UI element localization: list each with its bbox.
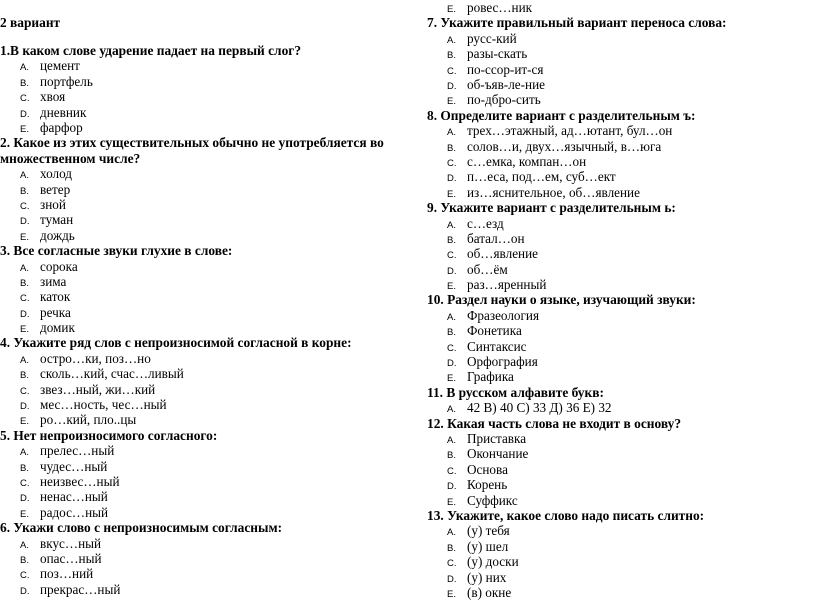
- answer-list: [427, 31, 816, 108]
- question-title: 12. Какая часть слова не входит в основу?: [427, 415, 682, 431]
- answer-text: мес…ность, чес…ный: [40, 397, 167, 413]
- answer-text: домик: [40, 320, 75, 336]
- answer-letter: B.: [20, 370, 29, 382]
- answer-letter: E.: [447, 96, 456, 108]
- answer-option: [0, 551, 400, 566]
- answer-option: [0, 274, 400, 289]
- answer-letter: E.: [447, 496, 456, 508]
- answer-option: [0, 74, 400, 89]
- answer-letter: E.: [447, 588, 456, 600]
- answer-text: (у) тебя: [467, 523, 510, 539]
- answer-option: [0, 443, 400, 458]
- answer-letter: C.: [447, 157, 457, 169]
- answer-letter: E.: [447, 373, 456, 385]
- answer-letter: B.: [447, 450, 456, 462]
- answer-letter: A.: [447, 219, 456, 231]
- right-question-list: [427, 0, 816, 600]
- answer-text: из…яснительное, об…явление: [467, 184, 640, 200]
- answer-option: [427, 262, 816, 277]
- answer-text: Фразеология: [467, 307, 540, 323]
- question-block: [0, 520, 400, 597]
- answer-text: Синтаксис: [467, 338, 527, 354]
- answer-letter: C.: [20, 570, 30, 582]
- answer-option: [0, 397, 400, 412]
- answer-letter: A.: [447, 527, 456, 539]
- answer-option: [427, 185, 816, 200]
- answer-option: [427, 369, 816, 384]
- answer-option: [427, 308, 816, 323]
- answer-option: [0, 166, 400, 181]
- question-title: 3. Все согласные звуки глухие в слове:: [0, 243, 233, 259]
- question-title: 10. Раздел науки о языке, изучающий звуки:: [427, 292, 696, 308]
- answer-letter: C.: [447, 250, 457, 262]
- answer-text: Корень: [467, 477, 508, 493]
- answer-letter: A.: [447, 435, 456, 447]
- question-block: [0, 243, 400, 335]
- answer-text: дождь: [40, 227, 75, 243]
- answer-text: остро…ки, поз…но: [40, 350, 151, 366]
- answer-option: [427, 523, 816, 538]
- question-block: [427, 508, 816, 600]
- answer-option: [427, 123, 816, 138]
- answer-letter: C.: [20, 478, 30, 490]
- answer-option: [0, 459, 400, 474]
- answer-text: с…емка, компан…он: [467, 153, 587, 169]
- answer-option: [0, 566, 400, 581]
- question-block: [0, 428, 400, 520]
- answer-text: Графика: [467, 369, 514, 385]
- answer-option: [427, 585, 816, 600]
- left-question-list: [0, 43, 400, 597]
- answer-list: [427, 0, 816, 15]
- answer-option: [427, 0, 816, 15]
- answer-list: [0, 443, 400, 520]
- answer-letter: C.: [20, 385, 30, 397]
- answer-list: [427, 523, 816, 600]
- answer-option: [0, 105, 400, 120]
- answer-letter: E.: [447, 188, 456, 200]
- answer-list: [427, 308, 816, 385]
- answer-text: Основа: [467, 461, 508, 477]
- answer-option: [0, 412, 400, 427]
- question-title: 8. Определите вариант с разделительным ъ:: [427, 107, 696, 123]
- answer-letter: B.: [20, 462, 29, 474]
- answer-letter: B.: [447, 234, 456, 246]
- question-block: [0, 135, 400, 243]
- answer-text: по-дбро-сить: [467, 92, 541, 108]
- answer-letter: D.: [447, 80, 457, 92]
- answer-option: [0, 120, 400, 135]
- answer-letter: A.: [447, 34, 456, 46]
- question-block: [427, 108, 816, 200]
- answer-text: (в) окне: [467, 584, 512, 600]
- answer-option: [427, 169, 816, 184]
- answer-text: речка: [40, 304, 71, 320]
- answer-option: [0, 89, 400, 104]
- answer-letter: A.: [20, 262, 29, 274]
- question-title: 5. Нет непроизносимого согласного:: [0, 427, 218, 443]
- answer-text: каток: [40, 289, 71, 305]
- answer-letter: A.: [20, 539, 29, 551]
- answer-letter: A.: [447, 311, 456, 323]
- answer-list: [427, 431, 816, 508]
- answer-option: [427, 323, 816, 338]
- answer-letter: C.: [20, 93, 30, 105]
- answer-text: об…явление: [467, 246, 539, 262]
- answer-option: [0, 259, 400, 274]
- left-column: [0, 0, 400, 597]
- answer-option: [427, 62, 816, 77]
- answer-text: фарфор: [40, 119, 83, 135]
- answer-option: [427, 446, 816, 461]
- answer-letter: B.: [20, 185, 29, 197]
- question-title: 13. Укажите, какое слово надо писать слитно:: [427, 507, 705, 523]
- answer-option: [0, 382, 400, 397]
- answer-text: (у) шел: [467, 538, 509, 554]
- answer-letter: B.: [20, 277, 29, 289]
- answer-list: [427, 400, 816, 415]
- answer-letter: E.: [20, 324, 29, 336]
- question-block: [427, 292, 816, 384]
- answer-text: зной: [40, 196, 66, 212]
- question-title: 6. Укажи слово с непроизносимым согласным:: [0, 520, 283, 536]
- answer-letter: A.: [20, 447, 29, 459]
- answer-text: туман: [40, 212, 74, 228]
- answer-letter: B.: [447, 50, 456, 62]
- answer-option: [427, 554, 816, 569]
- answer-text: по-ссор-ит-ся: [467, 61, 544, 77]
- answer-option: [427, 92, 816, 107]
- answer-option: [0, 305, 400, 320]
- answer-letter: D.: [20, 308, 30, 320]
- answer-letter: D.: [447, 481, 457, 493]
- answer-text: ро…кий, пло..цы: [40, 412, 137, 428]
- right-column: [427, 0, 816, 600]
- question-title: 9. Укажите вариант с разделительным ь:: [427, 200, 676, 216]
- answer-letter: E.: [447, 281, 456, 293]
- answer-text: зима: [40, 273, 67, 289]
- answer-list: [427, 216, 816, 293]
- answer-option: [427, 570, 816, 585]
- answer-letter: C.: [447, 65, 457, 77]
- variant-title: 2 вариант: [0, 15, 61, 30]
- answer-text: ветер: [40, 181, 71, 197]
- question-title: 2. Какое из этих существительных обычно не употребляется во множественном числе?: [0, 135, 384, 166]
- question-title: 1.В каком слове ударение падает на первый слог?: [0, 43, 302, 58]
- question-block: [427, 200, 816, 292]
- answer-option: [0, 289, 400, 304]
- answer-list: [0, 259, 400, 336]
- answer-option: [427, 231, 816, 246]
- answer-option: [427, 277, 816, 292]
- answer-option: [0, 351, 400, 366]
- answer-text: раз…яренный: [467, 277, 547, 293]
- answer-letter: E.: [20, 416, 29, 428]
- answer-text: сорока: [40, 258, 78, 274]
- answer-letter: C.: [20, 200, 30, 212]
- answer-letter: E.: [20, 508, 29, 520]
- answer-option: [427, 339, 816, 354]
- answer-option: [427, 46, 816, 61]
- answer-letter: A.: [20, 170, 29, 182]
- answer-text: неизвес…ный: [40, 474, 120, 490]
- answer-text: холод: [40, 166, 73, 182]
- answer-option: [427, 246, 816, 261]
- answer-text: прелес…ный: [40, 443, 115, 459]
- answer-letter: D.: [447, 358, 457, 370]
- question-block: [427, 416, 816, 508]
- answer-text: Приставка: [467, 431, 527, 447]
- answer-letter: D.: [447, 265, 457, 277]
- answer-option: [427, 139, 816, 154]
- answer-text: Суффикс: [467, 492, 518, 508]
- answer-text: опас…ный: [40, 551, 102, 566]
- question-block: [427, 15, 816, 107]
- answer-option: [0, 182, 400, 197]
- answer-option: [427, 539, 816, 554]
- answer-letter: C.: [447, 558, 457, 570]
- answer-letter: D.: [20, 401, 30, 413]
- answer-list: [427, 123, 816, 200]
- answer-letter: A.: [447, 127, 456, 139]
- answer-text: русс-кий: [467, 30, 517, 46]
- answer-letter: B.: [20, 555, 29, 566]
- answer-option: [427, 493, 816, 508]
- answer-option: [0, 582, 400, 597]
- answer-letter: B.: [447, 542, 456, 554]
- answer-list: [0, 536, 400, 598]
- question-block: [427, 385, 816, 416]
- answer-text: Орфография: [467, 354, 538, 370]
- answer-letter: A.: [20, 354, 29, 366]
- answer-option: [0, 320, 400, 335]
- answer-option: [0, 228, 400, 243]
- answer-option: [427, 400, 816, 415]
- answer-text: об…ём: [467, 261, 508, 277]
- answer-text: с…езд: [467, 215, 504, 231]
- answer-text: трех…этажный, ад…ютант, бул…он: [467, 123, 673, 139]
- answer-option: [427, 477, 816, 492]
- answer-letter: C.: [20, 293, 30, 305]
- answer-letter: D.: [20, 585, 30, 597]
- answer-option: [0, 58, 400, 73]
- answer-letter: D.: [20, 493, 30, 505]
- answer-text: ровес…ник: [467, 0, 533, 15]
- answer-letter: A.: [20, 62, 29, 74]
- answer-letter: E.: [447, 4, 456, 15]
- question-block: [427, 0, 816, 15]
- answer-list: [0, 351, 400, 428]
- answer-list: [0, 58, 400, 135]
- answer-letter: D.: [20, 108, 30, 120]
- answer-text: вкус…ный: [40, 535, 102, 551]
- answer-option: [0, 474, 400, 489]
- answer-text: сколь…кий, счас…ливый: [40, 366, 184, 382]
- answer-text: солов…и, двух…язычный, в…юга: [467, 138, 662, 154]
- answer-letter: A.: [447, 404, 456, 416]
- answer-text: батал…он: [467, 230, 525, 246]
- answer-text: цемент: [40, 58, 80, 74]
- answer-text: дневник: [40, 104, 87, 120]
- question-title: 7. Укажите правильный вариант переноса слова:: [427, 15, 727, 31]
- answer-letter: B.: [447, 142, 456, 154]
- answer-text: портфель: [40, 73, 93, 89]
- answer-letter: B.: [20, 77, 29, 89]
- answer-option: [427, 462, 816, 477]
- answer-option: [0, 197, 400, 212]
- answer-letter: D.: [447, 173, 457, 185]
- answer-text: ненас…ный: [40, 489, 108, 505]
- answer-option: [427, 77, 816, 92]
- answer-option: [0, 366, 400, 381]
- answer-list: [0, 166, 400, 243]
- answer-text: Фонетика: [467, 323, 522, 339]
- answer-option: [0, 505, 400, 520]
- answer-option: [427, 216, 816, 231]
- answer-text: об-ъяв-ле-ние: [467, 76, 545, 92]
- answer-option: [0, 536, 400, 551]
- answer-text: (у) них: [467, 569, 507, 585]
- answer-text: чудес…ный: [40, 458, 108, 474]
- answer-option: [427, 154, 816, 169]
- answer-text: п…еса, под…ем, суб…ект: [467, 169, 616, 185]
- question-title: 11. В русском алфавите букв:: [427, 384, 604, 400]
- answer-text: прекрас…ный: [40, 581, 121, 597]
- answer-text: разы-скать: [467, 46, 528, 62]
- answer-text: радос…ный: [40, 504, 109, 520]
- answer-option: [0, 489, 400, 504]
- answer-option: [427, 31, 816, 46]
- answer-text: поз…ний: [40, 566, 94, 582]
- answer-text: хвоя: [40, 89, 66, 105]
- question-block: [0, 43, 400, 135]
- answer-text: звез…ный, жи…кий: [40, 381, 156, 397]
- answer-option: [427, 431, 816, 446]
- question-block: [0, 335, 400, 427]
- answer-letter: B.: [447, 327, 456, 339]
- question-title: 4. Укажите ряд слов с непроизносимой согласной в корне:: [0, 335, 352, 351]
- answer-option: [0, 212, 400, 227]
- answer-option: [427, 354, 816, 369]
- answer-letter: D.: [20, 216, 30, 228]
- answer-letter: E.: [20, 123, 29, 135]
- answer-text: 42 В) 40 С) 33 Д) 36 Е) 32: [467, 400, 612, 416]
- answer-letter: E.: [20, 231, 29, 243]
- answer-text: (у) доски: [467, 554, 519, 570]
- answer-letter: C.: [447, 342, 457, 354]
- answer-letter: C.: [447, 465, 457, 477]
- answer-letter: D.: [447, 573, 457, 585]
- answer-text: Окончание: [467, 446, 529, 462]
